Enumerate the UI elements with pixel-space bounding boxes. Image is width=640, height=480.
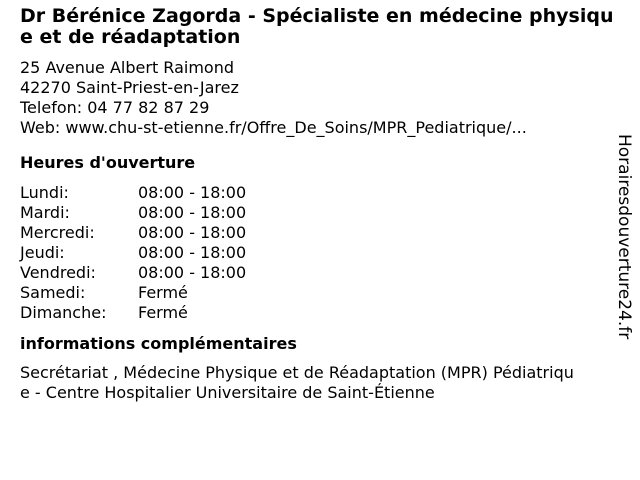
day-hours: 08:00 - 18:00 <box>138 263 247 282</box>
day-label: Lundi: <box>20 183 69 202</box>
opening-hours-heading: Heures d'ouverture <box>20 153 196 172</box>
day-label: Jeudi: <box>20 243 65 262</box>
opening-hours-table <box>20 183 246 323</box>
day-hours: Fermé <box>138 303 188 322</box>
site-watermark: Horairesdouverture24.fr <box>614 134 634 340</box>
city-address: 42270 Saint-Priest-en-Jarez <box>20 78 239 97</box>
day-label: Samedi: <box>20 283 86 302</box>
day-hours: 08:00 - 18:00 <box>138 183 247 202</box>
hours-row <box>20 303 246 323</box>
phone-number: Telefon: 04 77 82 87 29 <box>20 98 210 117</box>
additional-info-text: Secrétariat , Médecine Physique et de Réadaptation (MPR) Pédiatrique - Centre Hospitalier Universitaire de Saint-Étienne <box>20 363 574 402</box>
day-label: Mercredi: <box>20 223 95 242</box>
street-address: 25 Avenue Albert Raimond <box>20 58 234 77</box>
day-hours: 08:00 - 18:00 <box>138 223 247 242</box>
hours-row <box>20 243 246 263</box>
day-label: Mardi: <box>20 203 70 222</box>
hours-row <box>20 283 246 303</box>
hours-row <box>20 183 246 203</box>
day-hours: 08:00 - 18:00 <box>138 203 247 222</box>
hours-row <box>20 223 246 243</box>
address-block <box>20 58 612 138</box>
additional-info-heading: informations complémentaires <box>20 334 297 353</box>
hours-row <box>20 203 246 223</box>
day-label: Vendredi: <box>20 263 96 282</box>
page-title: Dr Bérénice Zagorda - Spécialiste en médecine physique et de réadaptation <box>20 5 614 48</box>
day-label: Dimanche: <box>20 303 107 322</box>
hours-row <box>20 263 246 283</box>
business-card <box>20 0 612 403</box>
day-hours: 08:00 - 18:00 <box>138 243 247 262</box>
day-hours: Fermé <box>138 283 188 302</box>
website-link[interactable]: Web: www.chu-st-etienne.fr/Offre_De_Soins/MPR_Pediatrique/... <box>20 118 527 137</box>
